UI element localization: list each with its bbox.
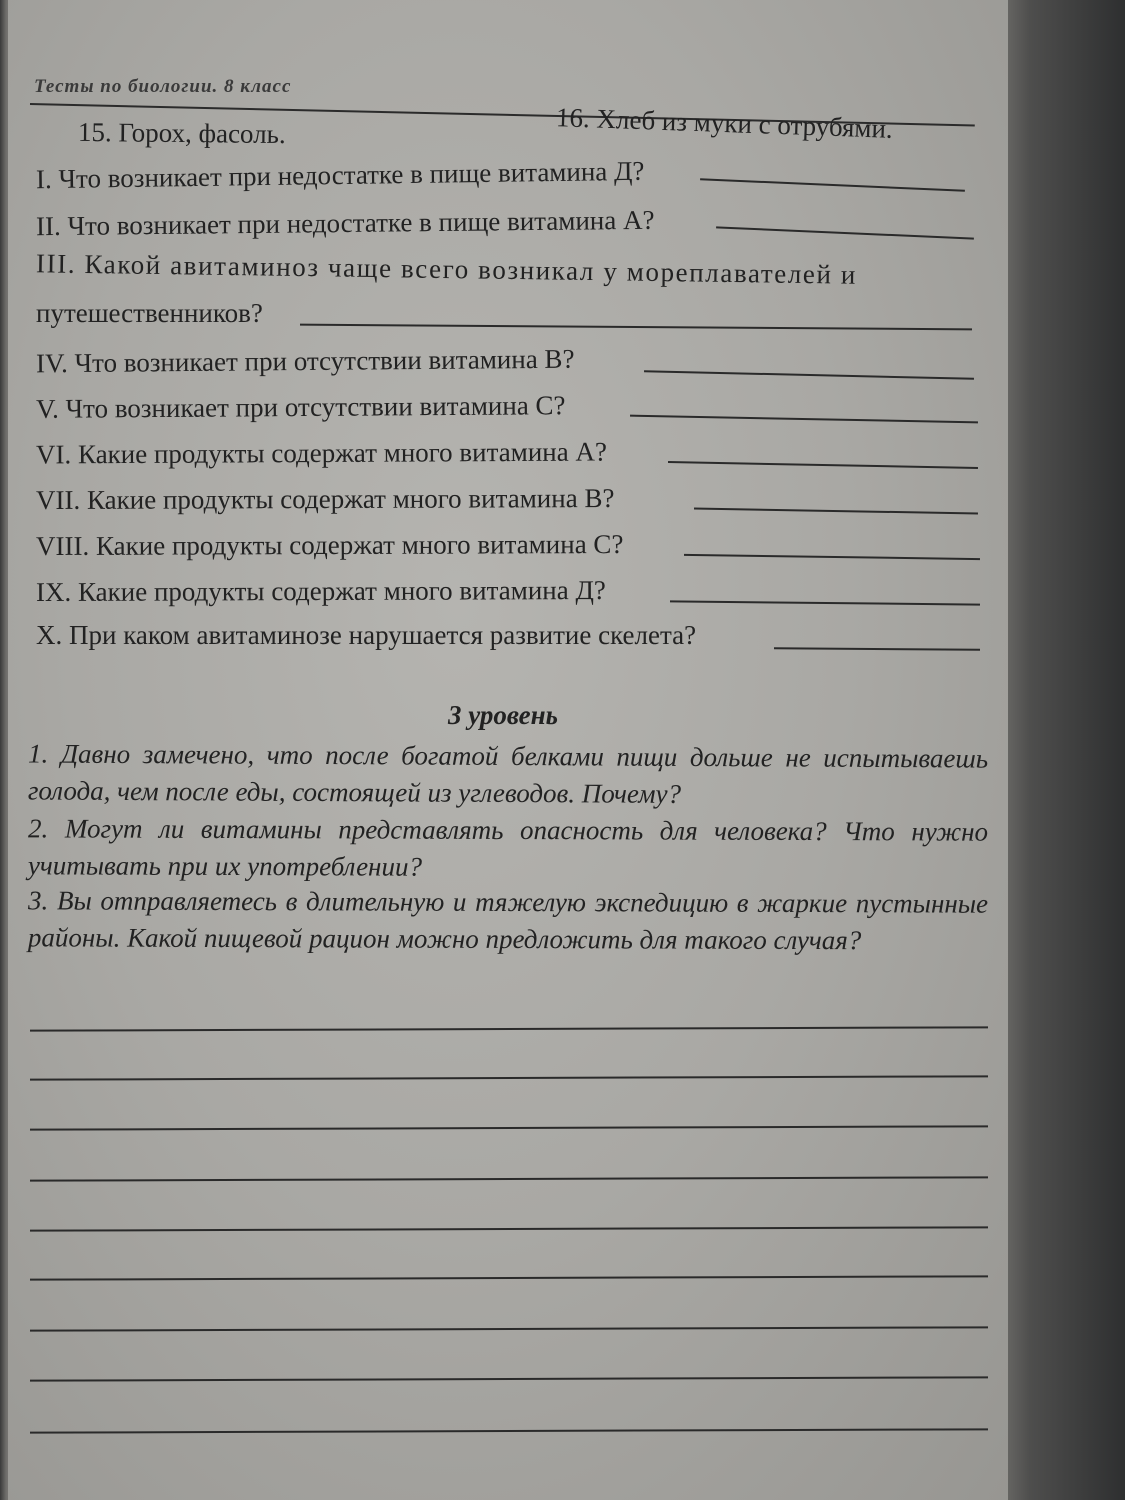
- question-7: VII. Какие продукты содержат много витамина В?: [35, 482, 615, 516]
- question-3-line-2: путешественников?: [36, 298, 263, 328]
- running-head: Тесты по биологии. 8 класс: [34, 76, 292, 97]
- answer-line-4: [644, 370, 974, 379]
- book-page: [8, 0, 1008, 1500]
- question-5: V. Что возникает при отсутствии витамина С?: [35, 390, 566, 424]
- question-8: VIII. Какие продукты содержат много витамина С?: [35, 528, 624, 562]
- writing-line-3: [30, 1125, 988, 1130]
- question-3-line-1: III. Какой авитаминоз чаще всего возникал у мореплавателей и: [35, 248, 858, 290]
- level-3-task-2: 2. Могут ли витамины представлять опасность для человека? Что нужно учитывать при их употреблении?: [27, 813, 989, 882]
- question-2: II. Что возникает при недостатке в пище витамина А?: [35, 204, 655, 242]
- question-4: IV. Что возникает при отсутствии витамина В?: [35, 343, 575, 379]
- answer-line-2: [716, 226, 974, 239]
- answer-line-8: [684, 554, 980, 560]
- writing-line-6: [30, 1275, 988, 1280]
- level-3-task-1: 1. Давно замечено, что после богатой белками пищи дольше не испытываешь голода, чем после еды, состоящей из углеводов. Почему?: [27, 738, 989, 809]
- writing-line-2: [30, 1075, 988, 1080]
- answer-line-3: [300, 324, 972, 330]
- answer-line-6: [668, 461, 978, 468]
- writing-line-5: [30, 1226, 988, 1231]
- answer-line-5: [630, 415, 978, 423]
- writing-line-1: [30, 1026, 988, 1031]
- answer-line-1: [700, 178, 965, 191]
- writing-line-4: [30, 1176, 988, 1181]
- option-16: 16. Хлеб из муки с отрубями.: [555, 102, 894, 144]
- question-9: IX. Какие продукты содержат много витамина Д?: [35, 575, 606, 607]
- level-3-heading: 3 уровень: [448, 700, 558, 730]
- answer-line-7: [694, 508, 978, 514]
- question-6: VI. Какие продукты содержат много витамина А?: [35, 436, 607, 470]
- question-10: X. При каком авитаминозе нарушается развитие скелета?: [36, 620, 697, 650]
- book-edge-shadow: [1000, 0, 1125, 1500]
- answer-line-9: [670, 600, 980, 605]
- writing-line-8: [30, 1376, 988, 1381]
- question-1: I. Что возникает при недостатке в пище витамина Д?: [35, 155, 645, 195]
- option-15: 15. Горох, фасоль.: [77, 116, 286, 150]
- answer-line-10: [774, 647, 980, 650]
- writing-line-7: [30, 1326, 988, 1331]
- level-3-task-3: 3. Вы отправляетесь в длительную и тяжелую экспедицию в жаркие пустынные районы. Какой пищевой рацион можно предложить для такого случая?: [27, 885, 989, 956]
- writing-line-9: [30, 1428, 988, 1433]
